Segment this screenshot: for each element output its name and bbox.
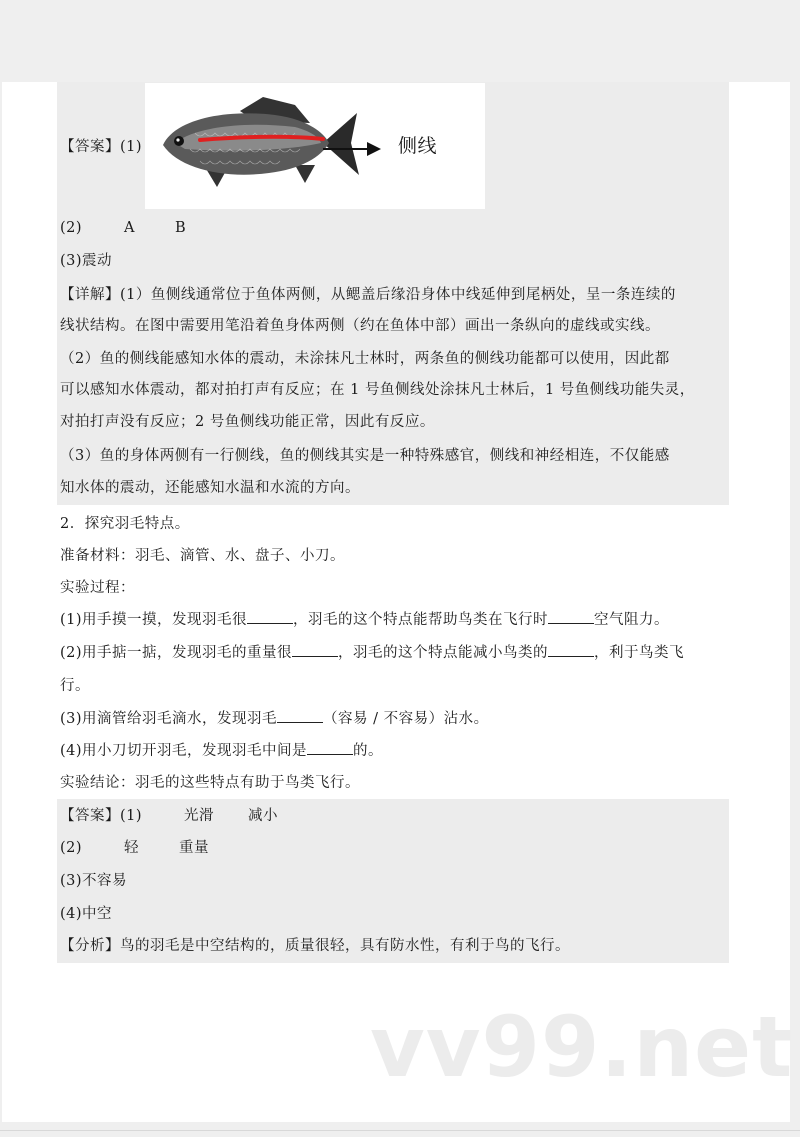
q3-text-a: (3)用滴管给羽毛滴水，发现羽毛 xyxy=(60,711,278,727)
answer-1-label: 【答案】(1) xyxy=(60,139,143,155)
q3-text-b: （容易 / 不容易）沾水。 xyxy=(323,711,489,727)
answer-blank xyxy=(548,611,594,624)
answer-1-line-2 xyxy=(60,218,186,238)
question-2-item-1 xyxy=(60,610,669,630)
detail-line-5: 对拍打声没有反应；2 号鱼侧线功能正常，因此有反应。 xyxy=(60,414,435,430)
answer-blank xyxy=(548,644,594,657)
answer-2-num: (2) xyxy=(60,840,83,856)
q1-text-c: 空气阻力。 xyxy=(594,612,670,628)
q1-text-a: (1)用手摸一摸，发现羽毛很 xyxy=(60,612,248,628)
detail-line-3: （2）鱼的侧线能感知水体的震动，未涂抹凡士林时，两条鱼的侧线功能都可以使用，因此都 xyxy=(60,351,670,367)
q2-text-a: (2)用手掂一掂，发现羽毛的重量很 xyxy=(60,645,293,661)
answer-2-line-3: (3)不容易 xyxy=(60,873,128,889)
question-2-materials: 准备材料：羽毛、滴管、水、盘子、小刀。 xyxy=(60,548,345,564)
detail-line-1: 【详解】(1）鱼侧线通常位于鱼体两侧，从鳃盖后缘沿身体中线延伸到尾柄处，呈一条连续的 xyxy=(60,287,676,303)
answer-2-value: 减小 xyxy=(248,808,279,824)
answer-2-value: 轻 xyxy=(124,840,140,856)
page-bottom-edge xyxy=(0,1130,800,1131)
answer-2-value: 光滑 xyxy=(184,808,215,824)
q4-text-b: 的。 xyxy=(353,743,384,759)
question-2-item-4 xyxy=(60,741,383,761)
answer-blank xyxy=(307,742,353,755)
answer-2-line-1 xyxy=(60,806,278,826)
watermark: vv99.net xyxy=(370,998,794,1096)
detail-line-2: 线状结构。在图中需要用笔沿着鱼身体两侧（约在鱼体中部）画出一条纵向的虚线或实线。 xyxy=(60,318,660,334)
figure-label: 侧线 xyxy=(398,135,438,157)
answer-2-label: 【答案】(1) xyxy=(60,808,143,824)
answer-2-value: 重量 xyxy=(179,840,210,856)
question-2-item-2-cont: 行。 xyxy=(60,678,90,694)
answer-1-value-a: A xyxy=(124,220,136,236)
answer-2-line-2 xyxy=(60,838,209,858)
detail-line-7: 知水体的震动，还能感知水温和水流的方向。 xyxy=(60,480,360,496)
question-2-process: 实验过程： xyxy=(60,580,135,596)
answer-2-line-4: (4)中空 xyxy=(60,906,113,922)
q1-text-b: ，羽毛的这个特点能帮助鸟类在飞行时 xyxy=(293,612,549,628)
answer-blank xyxy=(247,611,293,624)
answer-blank xyxy=(277,710,323,723)
detail-line-6: （3）鱼的身体两侧有一行侧线，鱼的侧线其实是一种特殊感官，侧线和神经相连，不仅能感 xyxy=(60,448,670,464)
q2-text-c: ，利于鸟类飞 xyxy=(594,645,685,661)
answer-1-num-2: (2) xyxy=(60,220,83,236)
answer-blank xyxy=(292,644,338,657)
q2-text-b: ，羽毛的这个特点能减小鸟类的 xyxy=(338,645,549,661)
q4-text-a: (4)用小刀切开羽毛，发现羽毛中间是 xyxy=(60,743,308,759)
question-2-item-2 xyxy=(60,643,684,663)
answer-1-value-b: B xyxy=(175,220,187,236)
question-2-conclusion: 实验结论：羽毛的这些特点有助于鸟类飞行。 xyxy=(60,775,360,791)
detail-line-4: 可以感知水体震动，都对拍打声有反应；在 1 号鱼侧线处涂抹凡士林后，1 号鱼侧线功能失灵， xyxy=(60,382,695,398)
question-2-item-3 xyxy=(60,709,489,729)
answer-1-line-3: (3)震动 xyxy=(60,253,113,269)
question-2-title: 2．探究羽毛特点。 xyxy=(60,516,190,532)
analysis-line: 【分析】鸟的羽毛是中空结构的，质量很轻，具有防水性，有利于鸟的飞行。 xyxy=(60,938,570,954)
